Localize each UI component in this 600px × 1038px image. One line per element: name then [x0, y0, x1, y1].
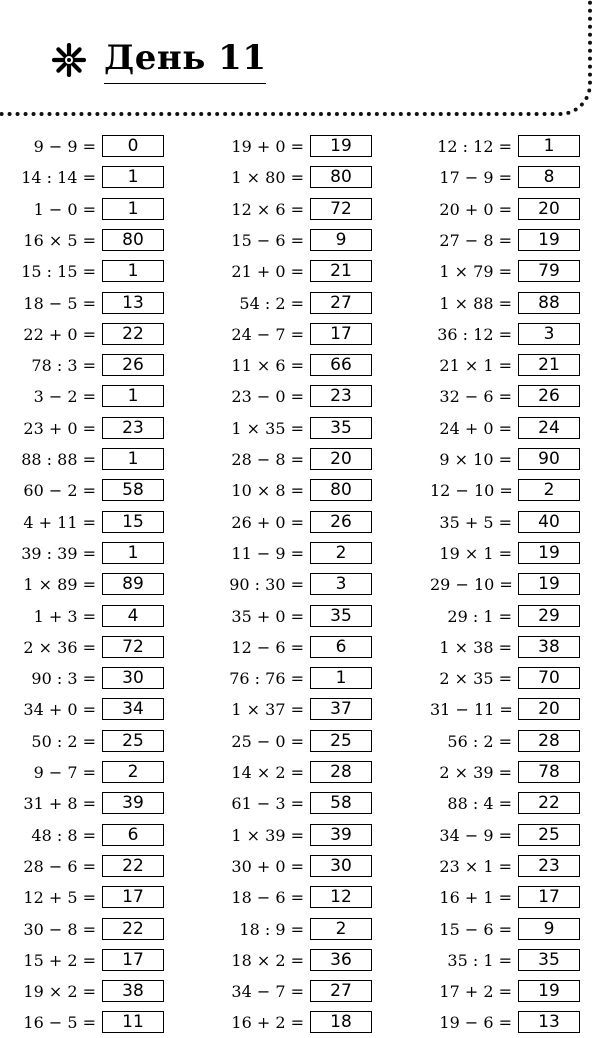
- answer-box[interactable]: 20: [310, 448, 372, 470]
- problem-expression: 76 : 76 =: [229, 668, 304, 688]
- problem-row: [20, 728, 164, 754]
- problem-row: [20, 227, 164, 253]
- problem-expression: 9 × 10 =: [439, 449, 512, 469]
- problem-row: [228, 978, 372, 1004]
- answer-box[interactable]: 25: [310, 730, 372, 752]
- problem-row: [20, 258, 164, 284]
- problem-expression: 22 + 0 =: [23, 324, 96, 344]
- problem-row: [228, 759, 372, 785]
- problem-expression: 20 + 0 =: [439, 199, 512, 219]
- problem-row: [20, 916, 164, 942]
- problem-expression: 30 + 0 =: [231, 856, 304, 876]
- problem-row: [430, 571, 580, 597]
- problem-expression: 48 : 8 =: [31, 825, 96, 845]
- problem-row: [430, 822, 580, 848]
- problem-expression: 12 − 10 =: [430, 480, 513, 500]
- answer-box[interactable]: 37: [310, 698, 372, 720]
- answer-box[interactable]: 21: [310, 260, 372, 282]
- answer-box[interactable]: 90: [518, 448, 580, 470]
- problem-expression: 18 − 6 =: [231, 887, 304, 907]
- answer-box[interactable]: 3: [518, 323, 580, 345]
- answer-box[interactable]: 1: [102, 542, 164, 564]
- problem-expression: 18 − 5 =: [23, 293, 96, 313]
- problem-expression: 11 − 9 =: [231, 543, 304, 563]
- answer-box[interactable]: 17: [310, 323, 372, 345]
- answer-box[interactable]: 19: [518, 980, 580, 1002]
- problem-expression: 19 − 6 =: [439, 1012, 512, 1032]
- answer-box[interactable]: 22: [102, 855, 164, 877]
- problem-row: [20, 790, 164, 816]
- problem-expression: 18 : 9 =: [239, 919, 304, 939]
- problem-expression: 1 × 89 =: [23, 574, 96, 594]
- problem-expression: 4 + 11 =: [23, 512, 96, 532]
- problem-expression: 2 × 35 =: [439, 668, 512, 688]
- problem-row: [20, 196, 164, 222]
- answer-box[interactable]: 27: [310, 292, 372, 314]
- problem-expression: 35 + 0 =: [231, 606, 304, 626]
- problem-expression: 24 − 7 =: [231, 324, 304, 344]
- problem-expression: 15 + 2 =: [23, 950, 96, 970]
- problem-row: [228, 603, 372, 629]
- answer-box[interactable]: 1: [518, 135, 580, 157]
- answer-box[interactable]: 26: [310, 511, 372, 533]
- problem-row: [430, 728, 580, 754]
- problem-row: [20, 571, 164, 597]
- answer-box[interactable]: 88: [518, 292, 580, 314]
- problem-expression: 30 − 8 =: [23, 919, 96, 939]
- answer-box[interactable]: 1: [310, 667, 372, 689]
- problem-expression: 50 : 2 =: [31, 731, 96, 751]
- answer-box[interactable]: 2: [310, 918, 372, 940]
- problem-row: [430, 227, 580, 253]
- answer-box[interactable]: 18: [310, 1011, 372, 1033]
- problem-row: [430, 540, 580, 566]
- problem-expression: 11 × 6 =: [231, 355, 304, 375]
- answer-box[interactable]: 1: [102, 166, 164, 188]
- problem-expression: 90 : 30 =: [229, 574, 304, 594]
- problem-row: [430, 947, 580, 973]
- answer-box[interactable]: 1: [102, 260, 164, 282]
- answer-box[interactable]: 24: [518, 417, 580, 439]
- problem-row: [430, 133, 580, 159]
- problem-expression: 15 − 6 =: [439, 919, 512, 939]
- problem-expression: 29 : 1 =: [447, 606, 512, 626]
- problem-expression: 1 × 35 =: [231, 418, 304, 438]
- problem-expression: 1 × 80 =: [231, 167, 304, 187]
- answer-box[interactable]: 4: [102, 605, 164, 627]
- problem-row: [20, 446, 164, 472]
- answer-box[interactable]: 6: [102, 824, 164, 846]
- problem-row: [430, 853, 580, 879]
- problem-expression: 88 : 4 =: [447, 793, 512, 813]
- problem-expression: 31 − 11 =: [430, 699, 513, 719]
- answer-box[interactable]: 13: [518, 1011, 580, 1033]
- problem-expression: 1 × 79 =: [439, 261, 512, 281]
- problem-expression: 23 + 0 =: [23, 418, 96, 438]
- answer-box[interactable]: 2: [518, 479, 580, 501]
- answer-box[interactable]: 72: [310, 198, 372, 220]
- answer-box[interactable]: 80: [310, 166, 372, 188]
- answer-box[interactable]: 39: [102, 792, 164, 814]
- answer-box[interactable]: 2: [310, 542, 372, 564]
- answer-box[interactable]: 1: [102, 385, 164, 407]
- problem-expression: 34 − 7 =: [231, 981, 304, 1001]
- problem-row: [20, 665, 164, 691]
- problem-expression: 24 + 0 =: [439, 418, 512, 438]
- answer-box[interactable]: 28: [518, 730, 580, 752]
- answer-box[interactable]: 23: [310, 385, 372, 407]
- answer-box[interactable]: 66: [310, 354, 372, 376]
- problem-row: [228, 696, 372, 722]
- problem-row: [228, 884, 372, 910]
- problem-expression: 19 + 0 =: [231, 136, 304, 156]
- problem-row: [20, 383, 164, 409]
- answer-box[interactable]: 58: [310, 792, 372, 814]
- problem-expression: 1 × 88 =: [439, 293, 512, 313]
- problem-row: [430, 884, 580, 910]
- problem-expression: 9 − 7 =: [33, 762, 96, 782]
- problem-expression: 26 + 0 =: [231, 512, 304, 532]
- problem-expression: 17 − 9 =: [439, 167, 512, 187]
- problem-row: [430, 1009, 580, 1035]
- answer-box[interactable]: 19: [518, 229, 580, 251]
- problem-expression: 19 × 1 =: [439, 543, 512, 563]
- answer-box[interactable]: 27: [310, 980, 372, 1002]
- problem-expression: 12 × 6 =: [231, 199, 304, 219]
- answer-box[interactable]: 11: [102, 1011, 164, 1033]
- answer-box[interactable]: 39: [310, 824, 372, 846]
- answer-box[interactable]: 17: [102, 949, 164, 971]
- answer-box[interactable]: 12: [310, 886, 372, 908]
- problem-row: [228, 790, 372, 816]
- problem-row: [20, 133, 164, 159]
- problem-expression: 35 : 1 =: [447, 950, 512, 970]
- problem-row: [430, 446, 580, 472]
- problem-row: [228, 728, 372, 754]
- answer-box[interactable]: 19: [310, 135, 372, 157]
- problem-expression: 25 − 0 =: [231, 731, 304, 751]
- problem-expression: 12 + 5 =: [23, 887, 96, 907]
- problem-expression: 10 × 8 =: [231, 480, 304, 500]
- answer-box[interactable]: 36: [310, 949, 372, 971]
- problem-row: [228, 227, 372, 253]
- answer-box[interactable]: 22: [518, 792, 580, 814]
- problem-row: [228, 540, 372, 566]
- problem-row: [20, 822, 164, 848]
- problem-row: [228, 383, 372, 409]
- problem-expression: 3 − 2 =: [33, 386, 96, 406]
- answer-box[interactable]: 19: [518, 542, 580, 564]
- answer-box[interactable]: 8: [518, 166, 580, 188]
- problem-row: [430, 164, 580, 190]
- answer-box[interactable]: 28: [310, 761, 372, 783]
- problem-row: [20, 603, 164, 629]
- problem-expression: 34 + 0 =: [23, 699, 96, 719]
- problem-expression: 12 − 6 =: [231, 637, 304, 657]
- problem-row: [20, 321, 164, 347]
- problem-expression: 60 − 2 =: [23, 480, 96, 500]
- problem-expression: 16 − 5 =: [23, 1012, 96, 1032]
- problem-expression: 35 + 5 =: [439, 512, 512, 532]
- answer-box[interactable]: 23: [102, 417, 164, 439]
- problem-row: [20, 415, 164, 441]
- problem-expression: 1 × 38 =: [439, 637, 512, 657]
- answer-box[interactable]: 30: [102, 667, 164, 689]
- flower-icon: [52, 43, 86, 77]
- problem-expression: 56 : 2 =: [447, 731, 512, 751]
- problem-row: [20, 509, 164, 535]
- problem-row: [228, 665, 372, 691]
- answer-box[interactable]: 17: [518, 886, 580, 908]
- problem-row: [228, 509, 372, 535]
- answer-box[interactable]: 17: [102, 886, 164, 908]
- answer-box[interactable]: 26: [102, 354, 164, 376]
- answer-box[interactable]: 20: [518, 698, 580, 720]
- problem-row: [228, 133, 372, 159]
- problem-row: [430, 290, 580, 316]
- problem-row: [430, 790, 580, 816]
- answer-box[interactable]: 1: [102, 198, 164, 220]
- problem-expression: 17 + 2 =: [439, 981, 512, 1001]
- problem-row: [430, 759, 580, 785]
- problem-expression: 19 × 2 =: [23, 981, 96, 1001]
- problem-expression: 14 : 14 =: [21, 167, 96, 187]
- problem-row: [430, 509, 580, 535]
- answer-box[interactable]: 89: [102, 573, 164, 595]
- answer-box[interactable]: 3: [310, 573, 372, 595]
- answer-box[interactable]: 38: [518, 636, 580, 658]
- problem-row: [228, 477, 372, 503]
- answer-box[interactable]: 29: [518, 605, 580, 627]
- problem-row: [20, 696, 164, 722]
- problem-expression: 27 − 8 =: [439, 230, 512, 250]
- problem-row: [228, 290, 372, 316]
- answer-box[interactable]: 0: [102, 135, 164, 157]
- problem-expression: 1 × 39 =: [231, 825, 304, 845]
- answer-box[interactable]: 78: [518, 761, 580, 783]
- title-row: [52, 34, 266, 86]
- problem-row: [228, 1009, 372, 1035]
- problem-expression: 54 : 2 =: [239, 293, 304, 313]
- problem-row: [20, 352, 164, 378]
- problem-row: [228, 415, 372, 441]
- problem-row: [228, 571, 372, 597]
- problem-row: [430, 978, 580, 1004]
- problem-expression: 15 − 6 =: [231, 230, 304, 250]
- problem-row: [228, 321, 372, 347]
- problem-expression: 36 : 12 =: [437, 324, 512, 344]
- problem-expression: 1 × 37 =: [231, 699, 304, 719]
- problem-row: [20, 853, 164, 879]
- answer-box[interactable]: 35: [310, 417, 372, 439]
- answer-box[interactable]: 79: [518, 260, 580, 282]
- problem-row: [430, 352, 580, 378]
- problem-expression: 1 + 3 =: [33, 606, 96, 626]
- problem-row: [430, 383, 580, 409]
- problem-row: [430, 196, 580, 222]
- problem-row: [430, 665, 580, 691]
- problem-row: [430, 603, 580, 629]
- problem-expression: 14 × 2 =: [231, 762, 304, 782]
- problem-expression: 16 × 5 =: [23, 230, 96, 250]
- problem-row: [20, 164, 164, 190]
- answer-box[interactable]: 72: [102, 636, 164, 658]
- problem-row: [430, 258, 580, 284]
- answer-box[interactable]: 20: [518, 198, 580, 220]
- problem-expression: 90 : 3 =: [31, 668, 96, 688]
- problem-row: [430, 477, 580, 503]
- problem-row: [228, 164, 372, 190]
- problem-row: [20, 1009, 164, 1035]
- answer-box[interactable]: 1: [102, 448, 164, 470]
- answer-box[interactable]: 70: [518, 667, 580, 689]
- answer-box[interactable]: 21: [518, 354, 580, 376]
- problem-expression: 78 : 3 =: [31, 355, 96, 375]
- problem-row: [228, 634, 372, 660]
- problem-expression: 88 : 88 =: [21, 449, 96, 469]
- problem-row: [430, 634, 580, 660]
- problem-expression: 23 × 1 =: [439, 856, 512, 876]
- answer-box[interactable]: 34: [102, 698, 164, 720]
- problem-row: [20, 884, 164, 910]
- problem-expression: 61 − 3 =: [231, 793, 304, 813]
- problem-expression: 29 − 10 =: [430, 574, 513, 594]
- answer-box[interactable]: 13: [102, 292, 164, 314]
- answer-box[interactable]: 6: [310, 636, 372, 658]
- problem-expression: 31 + 8 =: [23, 793, 96, 813]
- answer-box[interactable]: 35: [518, 949, 580, 971]
- answer-box[interactable]: 40: [518, 511, 580, 533]
- answer-box[interactable]: 2: [102, 761, 164, 783]
- answer-box[interactable]: 25: [518, 824, 580, 846]
- answer-box[interactable]: 9: [518, 918, 580, 940]
- problem-expression: 34 − 9 =: [439, 825, 512, 845]
- answer-box[interactable]: 30: [310, 855, 372, 877]
- problem-expression: 28 − 8 =: [231, 449, 304, 469]
- problem-row: [228, 196, 372, 222]
- problem-expression: 16 + 1 =: [439, 887, 512, 907]
- problem-expression: 2 × 36 =: [23, 637, 96, 657]
- problem-row: [228, 258, 372, 284]
- problem-row: [430, 415, 580, 441]
- answer-box[interactable]: 80: [310, 479, 372, 501]
- problem-expression: 21 + 0 =: [231, 261, 304, 281]
- problem-expression: 28 − 6 =: [23, 856, 96, 876]
- problem-row: [430, 916, 580, 942]
- problem-expression: 23 − 0 =: [231, 386, 304, 406]
- problem-row: [228, 916, 372, 942]
- problem-row: [228, 947, 372, 973]
- problem-expression: 12 : 12 =: [437, 136, 512, 156]
- problem-row: [228, 822, 372, 848]
- problem-expression: 9 − 9 =: [33, 136, 96, 156]
- answer-box[interactable]: 35: [310, 605, 372, 627]
- answer-box[interactable]: 22: [102, 323, 164, 345]
- answer-box[interactable]: 38: [102, 980, 164, 1002]
- problem-row: [430, 321, 580, 347]
- answer-box[interactable]: 25: [102, 730, 164, 752]
- problem-expression: 39 : 39 =: [21, 543, 96, 563]
- answer-box[interactable]: 26: [518, 385, 580, 407]
- problem-row: [20, 947, 164, 973]
- problem-row: [20, 540, 164, 566]
- answer-box[interactable]: 9: [310, 229, 372, 251]
- problem-expression: 2 × 39 =: [439, 762, 512, 782]
- problem-expression: 15 : 15 =: [21, 261, 96, 281]
- problem-row: [20, 759, 164, 785]
- answer-box[interactable]: 22: [102, 918, 164, 940]
- answer-box[interactable]: 80: [102, 229, 164, 251]
- problem-expression: 1 − 0 =: [33, 199, 96, 219]
- answer-box[interactable]: 19: [518, 573, 580, 595]
- problem-expression: 32 − 6 =: [439, 386, 512, 406]
- answer-box[interactable]: 23: [518, 855, 580, 877]
- problem-row: [20, 477, 164, 503]
- problem-row: [228, 853, 372, 879]
- problem-row: [228, 446, 372, 472]
- page-title: День 11: [104, 37, 266, 84]
- answer-box[interactable]: 58: [102, 479, 164, 501]
- problem-row: [20, 634, 164, 660]
- problem-expression: 16 + 2 =: [231, 1012, 304, 1032]
- problem-expression: 18 × 2 =: [231, 950, 304, 970]
- problem-row: [430, 696, 580, 722]
- problem-row: [20, 978, 164, 1004]
- answer-box[interactable]: 15: [102, 511, 164, 533]
- problem-expression: 21 × 1 =: [439, 355, 512, 375]
- problem-row: [20, 290, 164, 316]
- problem-row: [228, 352, 372, 378]
